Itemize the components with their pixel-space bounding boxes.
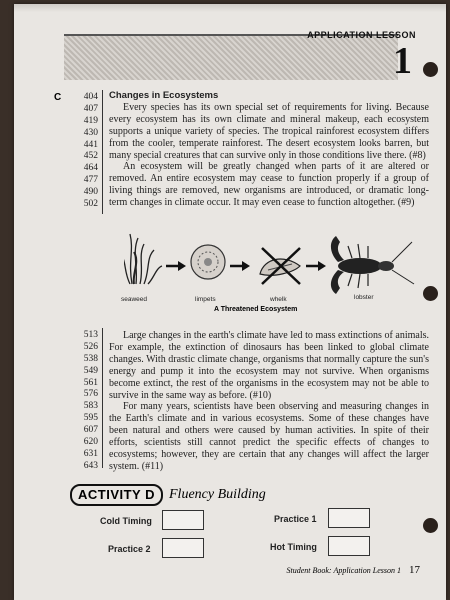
word-count: 502 — [83, 199, 98, 210]
word-count: 576 — [83, 389, 98, 400]
practice-2-label: Practice 2 — [108, 544, 151, 554]
word-count: 419 — [83, 115, 98, 126]
whelk-image — [260, 248, 300, 284]
paragraph: Every species has its own special set of requirements for living. Because every ecosystem has its own climate and mineral makeup, each ecosystem supports a unique variety of species. The tropical rainforest ecosystem differs from the cooler, temperate rainforest. The desert ecosystem looks barren, but many special creatures that can survive only in those conditions live there. (#8) — [109, 101, 429, 161]
word-count: 583 — [83, 401, 98, 412]
binder-hole — [423, 62, 438, 77]
word-count: 513 — [83, 330, 98, 340]
hot-timing-label: Hot Timing — [270, 542, 317, 552]
diagram-label: whelk — [270, 296, 287, 303]
hot-timing-box[interactable] — [328, 536, 370, 556]
word-count: 477 — [83, 175, 98, 186]
word-count: 452 — [83, 151, 98, 162]
word-count: 538 — [83, 353, 98, 364]
diagram-caption: A Threatened Ecosystem — [214, 306, 298, 313]
limpets-image — [191, 245, 225, 279]
lesson-title: APPLICATION LESSON — [307, 30, 416, 40]
paragraph: For many years, scientists have been observing and measuring changes in the Earth's climate and in various ecosystems. Some of these changes have been natural and others were caused by human activities. In spite of their efforts, scientists still cannot predict the specific effects of changes to ecosystems; however, they are certain that any changes will affect the larger system. (#11) — [109, 401, 429, 472]
word-count: 430 — [83, 127, 98, 138]
word-count: 631 — [83, 448, 98, 459]
arrow-icon — [242, 261, 250, 271]
word-count: 464 — [83, 163, 98, 174]
practice-1-box[interactable] — [328, 508, 370, 528]
activity-badge: ACTIVITY D — [70, 484, 163, 506]
word-count: 595 — [83, 413, 98, 424]
text-block-top — [109, 90, 429, 209]
lesson-number: 1 — [393, 40, 412, 82]
divider-line — [102, 328, 103, 468]
practice-2-box[interactable] — [162, 538, 204, 558]
page-number: 17 — [409, 564, 420, 576]
diagram-label: limpets — [195, 296, 216, 303]
arrow-icon — [178, 261, 186, 271]
paragraph: Large changes in the earth's climate have led to mass extinctions of animals. For example, the extinction of dinosaurs has been linked to global climate changes. With drastic climate change, organisms that normally capture the sun's energy and pump it into the ecosystem may not survive. When organisms become extinct, the rest of the organisms in the ecosystem may not be able to survive in the same way as before. (#10) — [109, 330, 429, 401]
word-count: 561 — [83, 377, 98, 388]
word-count: 441 — [83, 139, 98, 150]
word-count: 643 — [83, 460, 98, 471]
word-count-column-bottom — [58, 330, 98, 473]
word-count: 490 — [83, 187, 98, 198]
page-footer — [286, 564, 420, 576]
text-block-bottom — [109, 330, 429, 473]
word-count: 526 — [83, 341, 98, 352]
word-count: 407 — [83, 103, 98, 114]
footer-text: Student Book: Application Lesson 1 — [286, 566, 401, 575]
paragraph: An ecosystem will be greatly changed when parts of it are altered or removed. An entire ecosystem may cease to function properly if a group of living things are removed, new organisms are introduced, or dramatic long-term changes in climate occur. It may even cease to function altogether. (#9) — [109, 161, 429, 209]
worksheet-page — [14, 4, 446, 600]
page-top-edge — [14, 4, 446, 12]
activity-title: Fluency Building — [169, 487, 266, 502]
divider-line — [102, 90, 103, 214]
binder-hole — [423, 286, 438, 301]
cold-timing-box[interactable] — [162, 510, 204, 530]
word-count-column-top — [58, 92, 98, 211]
activity-heading — [70, 484, 266, 506]
seaweed-image — [124, 234, 162, 284]
word-count: 549 — [83, 365, 98, 376]
binder-hole — [423, 518, 438, 533]
diagram-label: lobster — [354, 294, 374, 301]
word-count: 607 — [83, 425, 98, 436]
word-count: 620 — [83, 437, 98, 448]
diagram-label: seaweed — [121, 296, 148, 303]
practice-1-label: Practice 1 — [274, 514, 317, 524]
cold-timing-label: Cold Timing — [100, 516, 152, 526]
section-letter: C — [54, 92, 62, 103]
word-count: 404 — [83, 92, 98, 102]
section-heading: Changes in Ecosystems — [109, 90, 219, 101]
lobster-image — [331, 236, 414, 294]
arrow-icon — [318, 261, 326, 271]
header-band — [64, 34, 398, 80]
